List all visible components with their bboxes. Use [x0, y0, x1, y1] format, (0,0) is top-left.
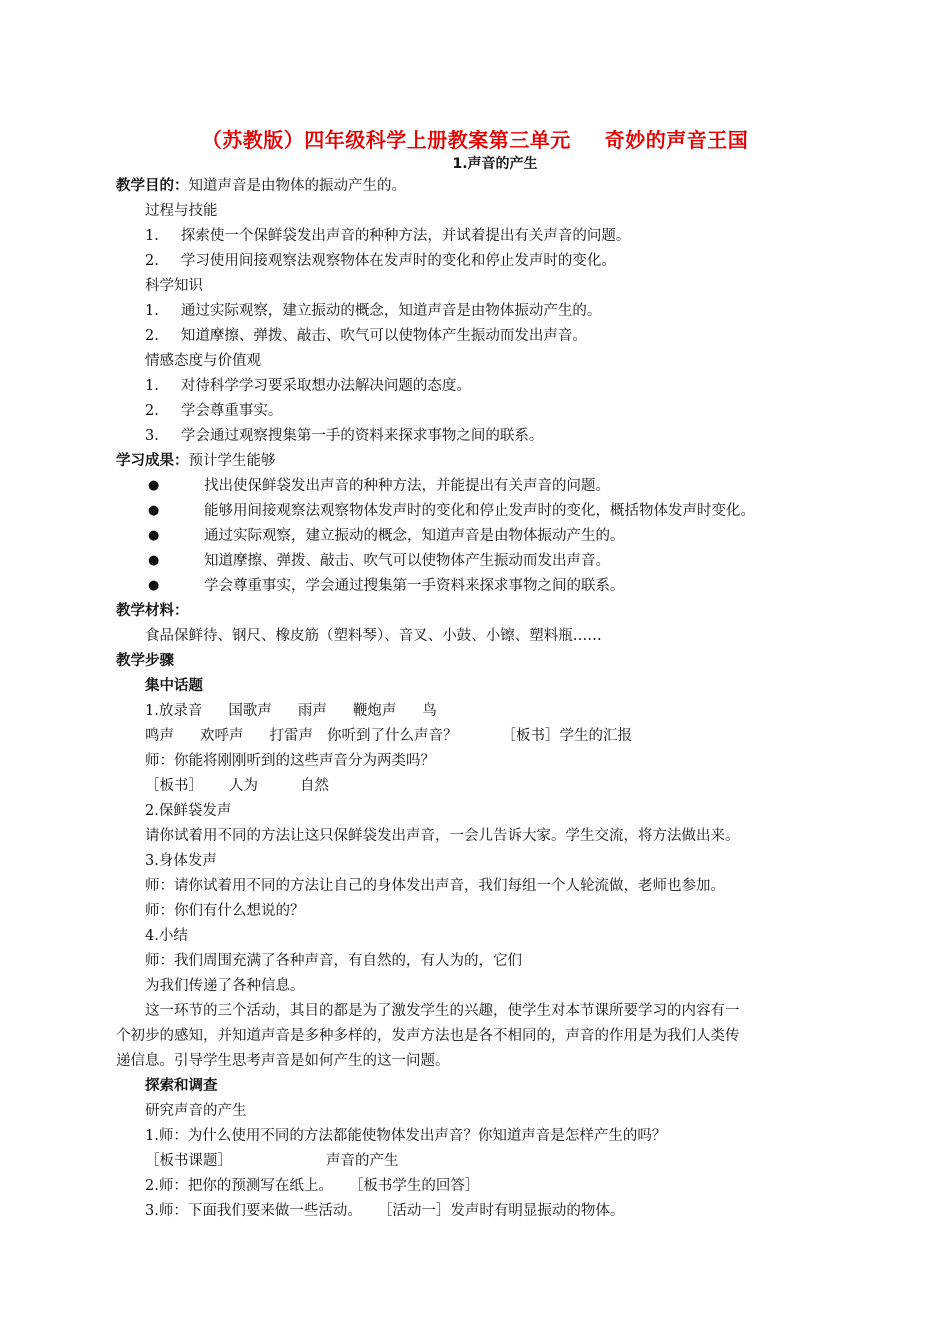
text-run: ［板书课题］ — [145, 1153, 232, 1169]
focus-line: 4.小结 — [145, 928, 188, 944]
explore-heading: 探索和调查 — [145, 1078, 218, 1094]
text-run: ［板书学生的回答］ — [348, 1178, 480, 1194]
process-heading: 过程与技能 — [145, 203, 218, 219]
materials-label: 教学材料： — [116, 603, 189, 619]
process-item — [145, 226, 630, 246]
steps-label: 教学步骤 — [116, 653, 174, 669]
explore-line — [145, 1201, 624, 1221]
attitude-heading: 情感态度与价值观 — [145, 353, 261, 369]
objectives-text: 知道声音是由物体的振动产生的。 — [188, 178, 406, 194]
attitude-item — [145, 426, 543, 446]
text-run: ［活动一］发声时有明显振动的物体。 — [377, 1203, 625, 1219]
text-run: ［板书］学生的汇报 — [501, 728, 632, 744]
text-run: 鸣声 — [145, 728, 174, 744]
focus-line — [145, 701, 437, 721]
text-run: 打雷声 — [269, 728, 313, 744]
item-number: 2. — [145, 253, 159, 269]
explore-line: 1.师：为什么使用不同的方法都能使物体发出声音？你知道声音是怎样产生的吗？ — [145, 1128, 667, 1144]
text-run: 声音的产生 — [326, 1153, 399, 1169]
bullet-icon: ● — [148, 503, 160, 518]
focus-line: 2.保鲜袋发声 — [145, 803, 232, 819]
materials-text: 食品保鲜待、钢尺、橡皮筋（塑料琴）、音叉、小鼓、小镲、塑料瓶…… — [145, 628, 602, 644]
summary-paragraph-line: 递信息。引导学生思考声音是如何产生的这一问题。 — [116, 1053, 450, 1069]
item-number: 1. — [145, 303, 159, 319]
item-text: 学会尊重事实。 — [180, 403, 283, 419]
item-text: 学会通过观察搜集第一手的资料来探求事物之间的联系。 — [180, 428, 544, 444]
process-item — [145, 251, 616, 271]
text-run: 自然 — [300, 778, 329, 794]
outcomes-line — [116, 451, 276, 471]
knowledge-heading: 科学知识 — [145, 278, 203, 294]
objectives-label: 教学目的： — [116, 178, 189, 194]
item-text: 通过实际观察，建立振动的概念，知道声音是由物体振动产生的。 — [180, 303, 602, 319]
bullet-icon: ● — [148, 478, 160, 493]
item-number: 1. — [145, 378, 159, 394]
outcome-item: 能够用间接观察法观察物体发声时的变化和停止发声时的变化，概括物体发声时变化。 — [204, 503, 755, 519]
text-run: 雨声 — [297, 703, 327, 719]
outcome-item: 知道摩擦、弹拨、敲击、吹气可以使物体产生振动而发出声音。 — [204, 553, 610, 569]
text-run: 你听到了什么声音？ — [327, 728, 458, 744]
focus-line: 师：请你试着用不同的方法让自己的身体发出声音，我们每组一个人轮流做，老师也参加。 — [145, 878, 725, 894]
bullet-icon: ● — [148, 578, 160, 593]
item-text: 知道摩擦、弹拨、敲击、吹气可以使物体产生振动而发出声音。 — [180, 328, 587, 344]
item-text: 对待科学学习要采取想办法解决问题的态度。 — [180, 378, 471, 394]
text-run: 人为 — [229, 778, 258, 794]
item-text: 探索使一个保鲜袋发出声音的种种方法，并试着提出有关声音的问题。 — [180, 228, 631, 244]
outcomes-text: 预计学生能够 — [188, 453, 276, 469]
attitude-item — [145, 376, 471, 396]
focus-line — [145, 776, 329, 796]
focus-heading: 集中话题 — [145, 678, 203, 694]
item-text: 学习使用间接观察法观察物体在发声时的变化和停止发声时的变化。 — [180, 253, 616, 269]
summary-paragraph-line: 这一环节的三个活动，其目的都是为了激发学生的兴趣，使学生对本节课所要学习的内容有一 — [145, 1003, 740, 1019]
text-run: 鞭炮声 — [352, 703, 397, 719]
focus-line — [145, 726, 632, 746]
outcome-item: 学会尊重事实，学会通过搜集第一手资料来探求事物之间的联系。 — [204, 578, 625, 594]
explore-line — [145, 1151, 399, 1171]
focus-line: 为我们传递了各种信息。 — [145, 978, 305, 994]
text-run: 3.师：下面我们要来做一些活动。 — [145, 1203, 362, 1219]
outcomes-label: 学习成果： — [116, 453, 189, 469]
outcome-item: 通过实际观察，建立振动的概念，知道声音是由物体振动产生的。 — [204, 528, 625, 544]
title-part-1: （苏教版）四年级科学上册教案第三单元 — [201, 128, 571, 152]
title-part-2: 奇妙的声音王国 — [604, 128, 749, 152]
item-number: 2. — [145, 328, 159, 344]
bullet-icon: ● — [148, 553, 160, 568]
knowledge-item — [145, 301, 601, 321]
explore-line — [145, 1176, 479, 1196]
focus-line: 请你试着用不同的方法让这只保鲜袋发出声音，一会儿告诉大家。学生交流，将方法做出来。 — [145, 828, 740, 844]
focus-line: 师：你们有什么想说的？ — [145, 903, 305, 919]
explore-line: 研究声音的产生 — [145, 1103, 247, 1119]
text-run: 2.师：把你的预测写在纸上。 — [145, 1178, 333, 1194]
attitude-item — [145, 401, 282, 421]
focus-line: 师：我们周围充满了各种声音，有自然的，有人为的，它们 — [145, 953, 522, 969]
text-run: 鸟 — [422, 703, 437, 719]
focus-line: 师：你能将刚刚听到的这些声音分为两类吗？ — [145, 753, 435, 769]
bullet-icon: ● — [148, 528, 160, 543]
focus-line: 3.身体发声 — [145, 853, 217, 869]
summary-paragraph-line: 个初步的感知，并知道声音是多种多样的，发声方法也是各不相同的，声音的作用是为我们人类传 — [116, 1028, 740, 1044]
text-run: 1.放录音 — [145, 703, 203, 719]
document-title — [0, 124, 950, 153]
lesson-subtitle: 1.声音的产生 — [452, 156, 538, 172]
item-number: 2. — [145, 403, 159, 419]
item-number: 3. — [145, 428, 159, 444]
objectives-line — [116, 176, 406, 196]
outcome-item: 找出使保鲜袋发出声音的种种方法，并能提出有关声音的问题。 — [204, 478, 610, 494]
text-run: 欢呼声 — [200, 728, 244, 744]
text-run: ［板书］ — [145, 778, 203, 794]
text-run: 国歌声 — [228, 703, 272, 719]
knowledge-item — [145, 326, 587, 346]
item-number: 1. — [145, 228, 159, 244]
